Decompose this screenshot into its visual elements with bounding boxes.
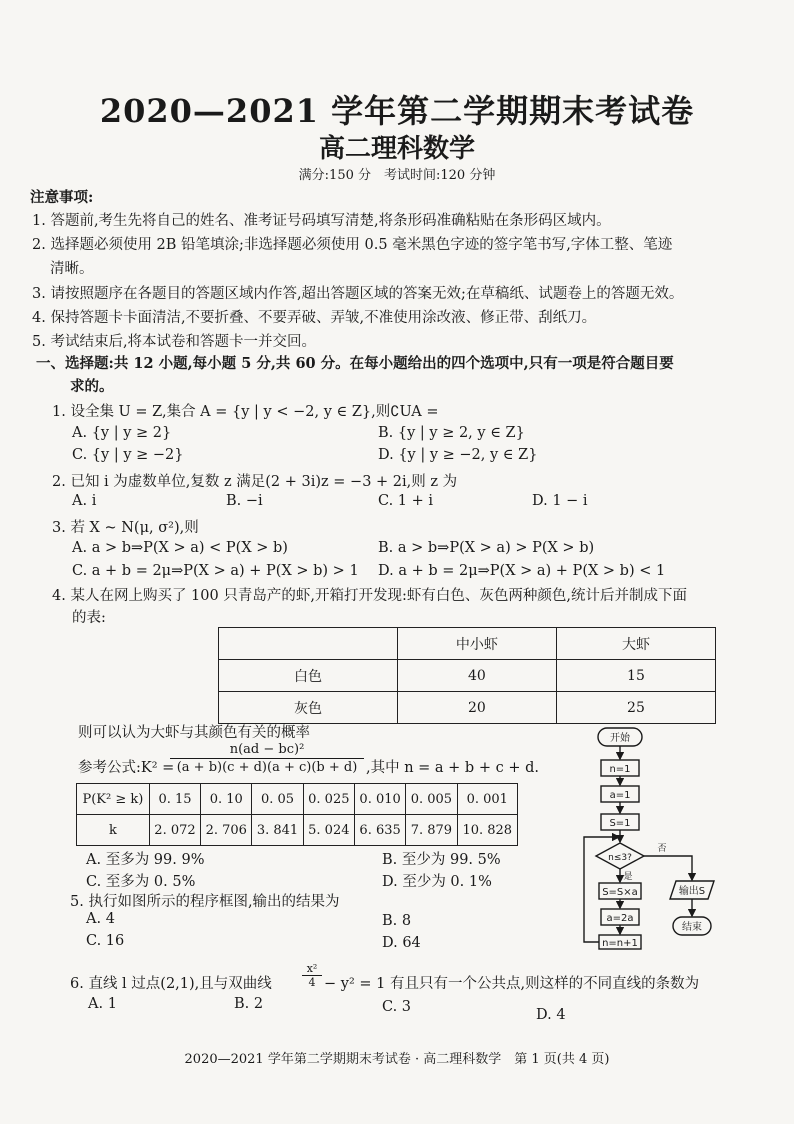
flow-yes-label: 是	[623, 872, 633, 882]
shrimp-table	[218, 627, 716, 724]
q6-fraction	[302, 962, 322, 989]
flow-a-init-text: a=1	[609, 790, 631, 801]
question-6-stem-b: − y² = 1 有且只有一个公共点,则这样的不同直线的条数为	[324, 976, 700, 992]
q2-option-c: C. 1 + i	[378, 493, 434, 509]
q1-option-b: B. {y | y ≥ 2, y ∈ Z}	[378, 425, 525, 441]
formula-suffix: ,其中 n = a + b + c + d.	[366, 760, 539, 776]
table-cell	[219, 628, 398, 660]
table-cell: 0. 005	[406, 784, 457, 815]
table-cell: 7. 879	[406, 815, 457, 846]
q4-option-c: C. 至多为 0. 5%	[86, 874, 196, 890]
table-cell: k	[77, 815, 150, 846]
question-5-stem: 5. 执行如图所示的程序框图,输出的结果为	[70, 894, 340, 910]
table-cell: 20	[397, 692, 556, 724]
q5-option-b: B. 8	[382, 913, 412, 929]
table-cell: 0. 05	[252, 784, 303, 815]
table-cell: 中小虾	[397, 628, 556, 660]
exam-subtitle: 高二理科数学	[318, 134, 475, 164]
note-item: 2. 选择题必须使用 2B 铅笔填涂;非选择题必须使用 0.5 毫米黑色字迹的签字笔书写,字体工整、笔迹	[32, 237, 673, 253]
question-3-stem: 3. 若 X ~ N(μ, σ²),则	[52, 520, 199, 536]
table-cell: 2. 706	[201, 815, 252, 846]
q2-option-b: B. −i	[226, 493, 263, 509]
q3-option-c: C. a + b = 2μ⇒P(X > a) + P(X > b) > 1	[72, 563, 359, 579]
flow-condition-text: n≤3?	[608, 853, 632, 863]
question-4-stem: 4. 某人在网上购买了 100 只青岛产的虾,开箱打开发现:虾有白色、灰色两种颜色,统计后并制成下面	[52, 588, 687, 604]
table-cell: 40	[397, 660, 556, 692]
table-cell: 灰色	[219, 692, 398, 724]
q4-option-b: B. 至少为 99. 5%	[382, 852, 501, 868]
q3-option-d: D. a + b = 2μ⇒P(X > a) + P(X > b) < 1	[378, 563, 666, 579]
section-heading: 一、选择题:共 12 小题,每小题 5 分,共 60 分。在每小题给出的四个选项中,只有一项是符合题目要	[36, 355, 674, 372]
table-cell: 6. 635	[354, 815, 405, 846]
flow-end-text: 结束	[682, 922, 702, 933]
table-cell: 5. 024	[303, 815, 354, 846]
q6-option-d: D. 4	[536, 1007, 566, 1023]
flow-output-text: 输出S	[678, 886, 706, 897]
table-cell: 25	[556, 692, 715, 724]
table-cell: 10. 828	[457, 815, 517, 846]
program-flowchart	[570, 720, 750, 960]
q2-option-d: D. 1 − i	[532, 493, 588, 509]
q4-option-d: D. 至少为 0. 1%	[382, 874, 492, 890]
q3-option-a: A. a > b⇒P(X > a) < P(X > b)	[72, 540, 288, 556]
q5-option-d: D. 64	[382, 935, 421, 951]
question-1-stem: 1. 设全集 U = Z,集合 A = {y | y < −2, y ∈ Z},则∁UA =	[52, 404, 439, 420]
table-row	[219, 692, 716, 724]
table-cell: P(K² ≥ k)	[77, 784, 150, 815]
table-cell: 大虾	[556, 628, 715, 660]
question-6-stem-a: 6. 直线 l 过点(2,1),且与双曲线	[70, 976, 272, 992]
table-cell: 0. 010	[354, 784, 405, 815]
formula-denominator: (a + b)(c + d)(a + c)(b + d)	[176, 760, 358, 775]
flow-s-update-text: S=S×a	[602, 887, 638, 898]
table-header-row	[219, 628, 716, 660]
note-item: 1. 答题前,考生先将自己的姓名、准考证号码填写清楚,将条形码准确粘贴在条形码区域内。	[32, 213, 611, 229]
q3-option-b: B. a > b⇒P(X > a) > P(X > b)	[378, 540, 595, 556]
q1-option-c: C. {y | y ≥ −2}	[72, 447, 184, 463]
note-item: 清晰。	[50, 261, 94, 277]
note-item: 5. 考试结束后,将本试卷和答题卡一并交回。	[32, 334, 317, 350]
formula-numerator: n(ad − bc)²	[170, 742, 364, 759]
flow-n-update-text: n=n+1	[602, 938, 638, 949]
table-cell: 0. 15	[149, 784, 200, 815]
q1-option-d: D. {y | y ≥ −2, y ∈ Z}	[378, 447, 538, 463]
question-2-stem: 2. 已知 i 为虚数单位,复数 z 满足(2 + 3i)z = −3 + 2i,则 z 为	[52, 474, 458, 490]
table-row	[77, 784, 518, 815]
q6-option-a: A. 1	[88, 996, 117, 1012]
note-item: 4. 保持答题卡卡面清洁,不要折叠、不要弄破、弄皱,不准使用涂改液、修正带、刮纸刀。	[32, 310, 597, 326]
q5-option-a: A. 4	[86, 911, 115, 927]
exam-meta: 满分:150 分 考试时间:120 分钟	[298, 168, 496, 183]
section-heading-cont: 求的。	[70, 378, 114, 395]
table-cell: 白色	[219, 660, 398, 692]
exam-title: 2020—2021 学年第二学期期末考试卷	[99, 92, 695, 130]
q5-option-c: C. 16	[86, 933, 125, 949]
flow-no-label: 否	[657, 844, 667, 854]
table-cell: 3. 841	[252, 815, 303, 846]
q6-fraction-num: x²	[302, 962, 322, 976]
flow-a-update-text: a=2a	[606, 913, 634, 924]
q2-option-a: A. i	[72, 493, 97, 509]
q6-option-c: C. 3	[382, 999, 412, 1015]
q6-option-b: B. 2	[234, 996, 264, 1012]
note-item: 3. 请按照题序在各题目的答题区域内作答,超出答题区域的答案无效;在草稿纸、试题卷上的答题无效。	[32, 286, 684, 302]
q1-option-a: A. {y | y ≥ 2}	[72, 425, 172, 441]
flow-s-init-text: S=1	[609, 818, 631, 829]
table-row	[219, 660, 716, 692]
formula-fraction	[170, 742, 364, 775]
table-cell: 0. 001	[457, 784, 517, 815]
flow-n-init-text: n=1	[609, 764, 631, 775]
flow-start-text: 开始	[610, 733, 630, 744]
notes-heading: 注意事项:	[30, 189, 94, 206]
page-footer: 2020—2021 学年第二学期期末考试卷 · 高二理科数学 第 1 页(共 4 页)	[184, 1052, 610, 1067]
table-cell: 15	[556, 660, 715, 692]
table-cell: 0. 025	[303, 784, 354, 815]
critical-value-table	[76, 783, 518, 846]
question-4-prompt: 则可以认为大虾与其颜色有关的概率	[78, 725, 310, 741]
table-row	[77, 815, 518, 846]
q6-fraction-den: 4	[308, 976, 316, 989]
table-cell: 2. 072	[149, 815, 200, 846]
q4-option-a: A. 至多为 99. 9%	[86, 852, 205, 868]
formula-prefix: 参考公式:K² =	[78, 760, 175, 776]
question-4-stem-cont: 的表:	[72, 610, 106, 626]
table-cell: 0. 10	[201, 784, 252, 815]
